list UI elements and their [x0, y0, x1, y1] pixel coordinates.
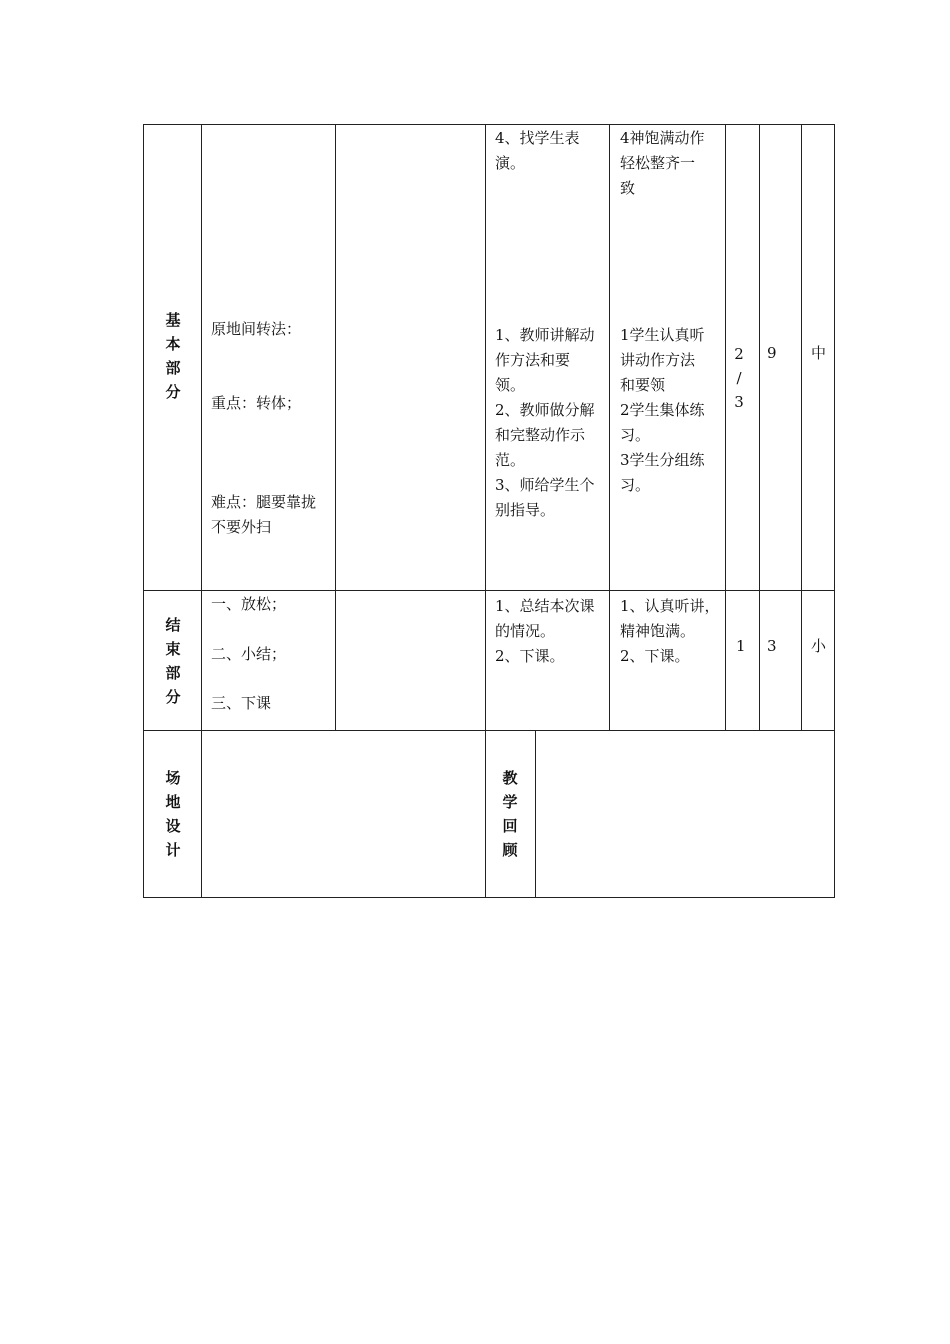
label-char: 教 [502, 769, 518, 787]
label-char: 部 [165, 664, 181, 682]
ending-student: 1、认真听讲， 精神饱满。 2、下课。 [620, 597, 720, 665]
label-char: 场 [165, 769, 181, 787]
basic-teacher-main: 1、教师讲解动 作方法和要 领。 2、教师做分解 和完整动作示 范。 3、师给学生个 别指导。 [495, 326, 595, 519]
teacher-column-divider [609, 124, 610, 731]
label-char: 设 [165, 817, 181, 835]
content-column-divider [335, 124, 336, 731]
label-char: 顾 [502, 841, 518, 859]
basic-section-label [163, 308, 183, 404]
label-char: 计 [165, 841, 181, 859]
label-char: 学 [502, 793, 518, 811]
basic-content-item-2: 重点：转体； [211, 394, 302, 412]
label-char: 分 [165, 688, 181, 706]
organization-column-divider [485, 124, 486, 898]
basic-intensity: 中 [811, 344, 827, 362]
basic-minutes: 9 [767, 344, 777, 362]
label-char: 本 [165, 335, 181, 353]
basic-content-item-1: 原地间转法： [211, 320, 302, 338]
times-char: 2 [734, 345, 744, 363]
ending-content-item-2: 二、小结； [211, 645, 287, 663]
label-char: 结 [165, 616, 181, 634]
ending-teacher: 1、总结本次课 的情况。 2、下课。 [495, 597, 595, 665]
ending-content-item-1: 一、放松； [211, 595, 287, 613]
basic-teacher-top: 4、找学生表 演。 [495, 129, 580, 172]
basic-ending-divider [143, 590, 835, 591]
label-column-divider [201, 124, 202, 898]
ending-section-label [163, 613, 183, 709]
table-left-border [143, 124, 144, 898]
minutes-column-divider [801, 124, 802, 731]
basic-times [731, 342, 747, 414]
teaching-review-label [500, 766, 520, 862]
label-char: 束 [165, 640, 181, 658]
basic-student-top: 4神饱满动作 轻松整齐一 致 [620, 129, 705, 197]
ending-content-item-3: 三、下课 [211, 694, 272, 712]
table-right-border [834, 124, 835, 898]
ending-venue-divider [143, 730, 835, 731]
venue-design-label [163, 766, 183, 862]
student-column-divider [725, 124, 726, 731]
times-char: 3 [734, 393, 744, 411]
label-char: 部 [165, 359, 181, 377]
table-bottom-border [143, 897, 835, 898]
times-char: / [736, 369, 742, 387]
basic-student-main: 1学生认真听 讲动作方法 和要领 2学生集体练 习。 3学生分组练 习。 [620, 326, 705, 494]
basic-content-item-3: 难点：腿要靠拢 不要外扫 [211, 493, 317, 536]
ending-intensity: 小 [811, 637, 827, 655]
ending-minutes: 3 [767, 637, 777, 655]
label-char: 分 [165, 383, 181, 401]
label-char: 回 [502, 817, 518, 835]
label-char: 基 [165, 311, 181, 329]
ending-times: 1 [736, 637, 746, 655]
table-top-border [143, 124, 835, 125]
review-label-divider [535, 730, 536, 898]
label-char: 地 [165, 793, 181, 811]
times-column-divider [759, 124, 760, 731]
